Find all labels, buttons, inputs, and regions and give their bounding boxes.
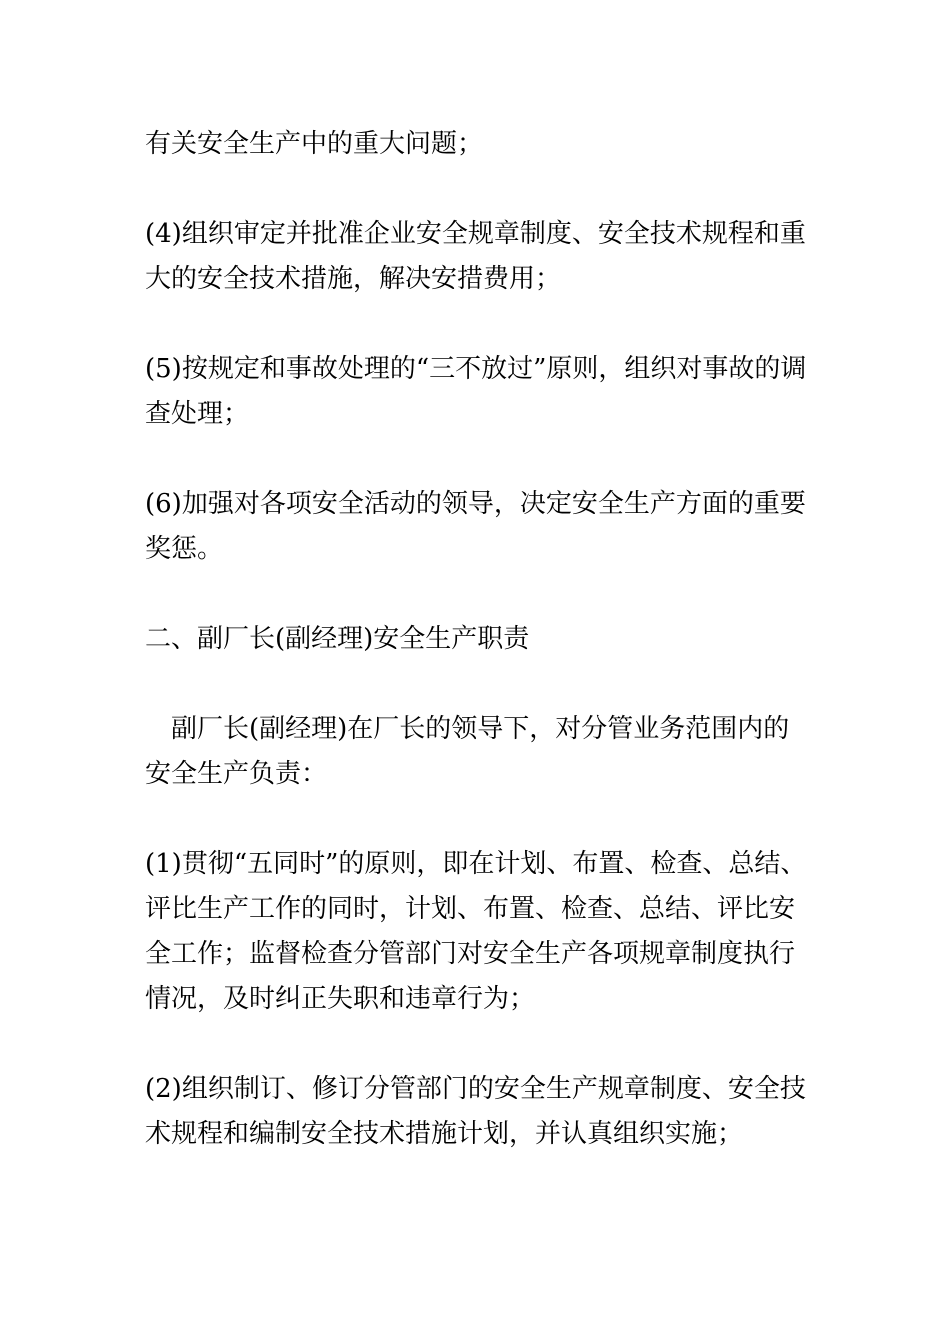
paragraph-item-1: (1)贯彻“五同时”的原则，即在计划、布置、检查、总结、评比生产工作的同时，计划、布置、检查、总结、评比安全工作；监督检查分管部门对安全生产各项规章制度执行情况，及时纠正失职和违章行为； <box>145 849 807 1014</box>
paragraph-continuation: 有关安全生产中的重大问题； <box>145 129 484 159</box>
paragraph-item-5: (5)按规定和事故处理的“三不放过”原则，组织对事故的调查处理； <box>145 354 807 429</box>
paragraph-item-4: (4)组织审定并批准企业安全规章制度、安全技术规程和重大的安全技术措施，解决安措费用； <box>145 219 806 294</box>
paragraph-item-2: (2)组织制订、修订分管部门的安全生产规章制度、安全技术规程和编制安全技术措施计划，并认真组织实施； <box>145 1074 806 1149</box>
paragraph-item-6: (6)加强对各项安全活动的领导，决定安全生产方面的重要奖惩。 <box>145 489 806 564</box>
section-heading: 二、副厂长(副经理)安全生产职责 <box>145 624 530 654</box>
document-body <box>145 122 815 1202</box>
paragraph-intro: 副厂长(副经理)在厂长的领导下，对分管业务范围内的安全生产负责： <box>145 714 790 789</box>
